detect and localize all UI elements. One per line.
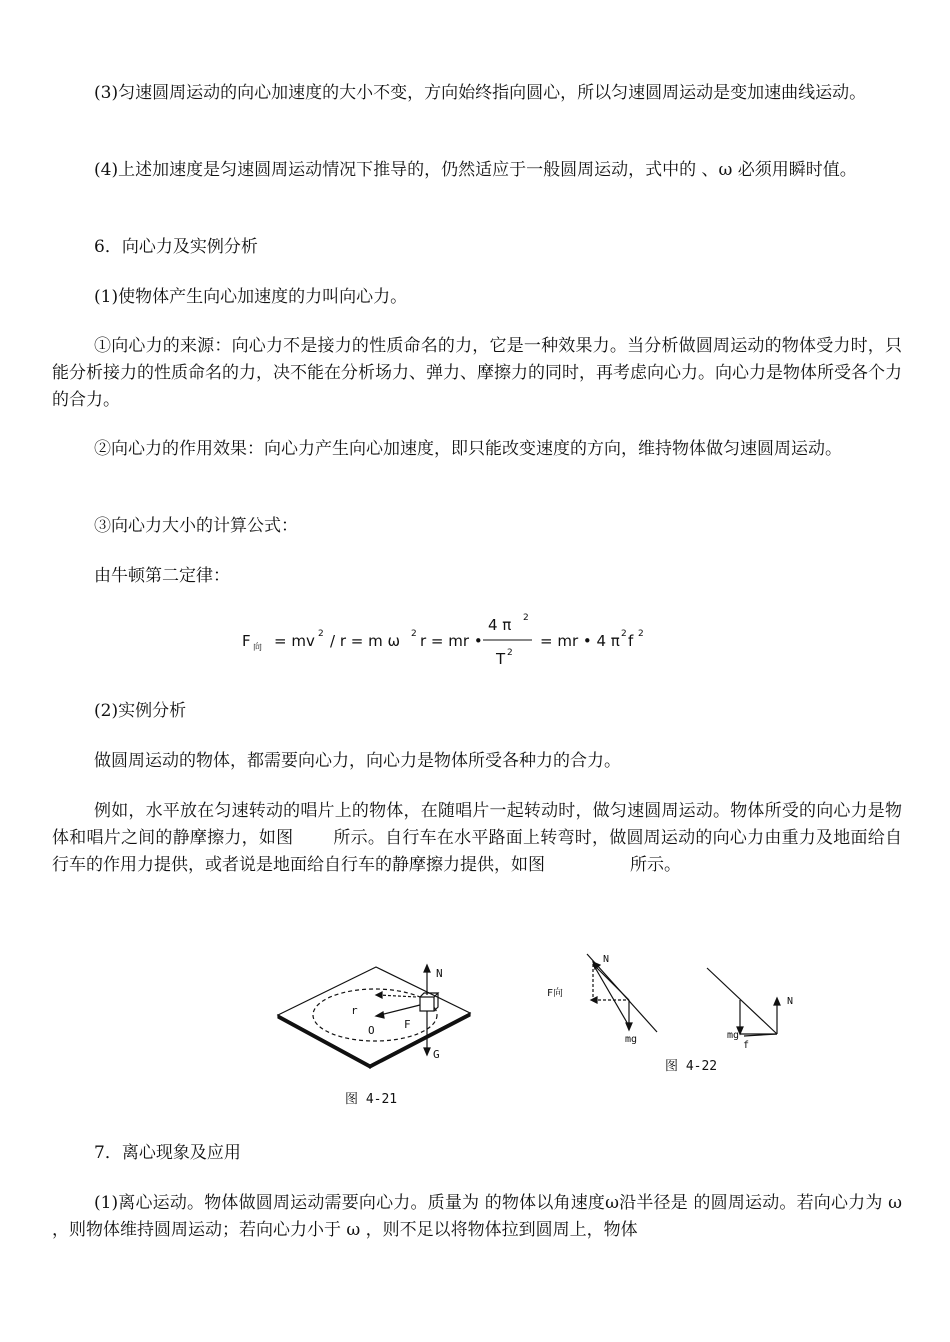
label-mg-right: mg	[727, 1030, 740, 1041]
paragraph-example-detail: 例如，水平放在匀速转动的唱片上的物体，在随唱片一起转动时，做匀速圆周运动。物体所受的向心力是物体和唱片之间的静摩擦力，如图 所示。自行车在水平路面上转弯时，做圆周运动的向心力由重力及地面给自行车的作用力提供，或者说是地面给自行车的静摩擦力提供，如图 所示。	[52, 801, 902, 875]
friction-arrow	[380, 1005, 420, 1015]
record-disc-edge-right	[370, 1013, 470, 1068]
record-disc-plane	[278, 967, 470, 1065]
radius-line	[378, 995, 417, 997]
formula-part1: = mv	[274, 632, 315, 650]
formula-part4: = mr • 4 π	[540, 632, 620, 650]
formula-part3: r = mr •	[420, 632, 483, 650]
label-F-xiang: F向	[547, 988, 564, 999]
circular-path	[313, 989, 437, 1041]
figure-caption-4-21: 图 4-21	[345, 1092, 398, 1107]
figure-caption-4-22: 图 4-22	[665, 1059, 718, 1074]
figure-4-22	[545, 950, 810, 1075]
paragraph-example-heading: (2)实例分析	[94, 701, 187, 721]
formula-num: 4 π	[488, 616, 512, 634]
label-N-left: N	[603, 954, 610, 965]
formula-part5: f	[628, 632, 634, 650]
formula-F: F	[242, 632, 251, 650]
paragraph-force-effect: ②向心力的作用效果：向心力产生向心加速度，即只能改变速度的方向，维持物体做匀速圆周运动。	[94, 439, 842, 459]
paragraph-accel-direction: (3)匀速圆周运动的向心加速度的大小不变，方向始终指向圆心，所以匀速圆周运动是变加速曲线运动。	[94, 83, 867, 103]
paragraph-general-circular: (4)上述加速度是匀速圆周运动情况下推导的，仍然适应于一般圆周运动，式中的 、ω 必须用瞬时值。	[94, 160, 857, 180]
formula-sq-5: 2	[621, 629, 627, 639]
bike-line-right	[707, 968, 777, 1034]
figure-4-21	[270, 955, 480, 1110]
formula-sub: 向	[253, 643, 263, 653]
object-block	[420, 997, 434, 1011]
paragraph-example-general: 做圆周运动的物体，都需要向心力，向心力是物体所受各种力的合力。	[94, 751, 621, 771]
section-heading-7: 7．离心现象及应用	[94, 1143, 241, 1163]
section-heading-6: 6．向心力及实例分析	[94, 237, 258, 257]
formula-sq-4: 2	[507, 648, 513, 658]
label-F: F	[404, 1018, 411, 1031]
label-N: N	[436, 967, 443, 980]
record-disc-edge	[278, 1015, 370, 1068]
paragraph-newton-law: 由牛顿第二定律：	[94, 566, 230, 586]
formula-part2: / r = m ω	[330, 632, 401, 650]
formula-sq-6: 2	[638, 629, 644, 639]
paragraph-centripetal-def: (1)使物体产生向心加速度的力叫向心力。	[94, 287, 408, 307]
paragraph-formula-intro: ③向心力大小的计算公式：	[94, 516, 298, 536]
label-N-right: N	[787, 996, 794, 1007]
paragraph-force-source: ①向心力的来源：向心力不是接力的性质命名的力，它是一种效果力。当分析做圆周运动的物体受力时，只能分析接力的性质命名的力，决不能在分析场力、弹力、摩擦力的同时，再考虑向心力。向心力是物体所受各个力的合力。	[52, 336, 902, 410]
paragraph-centrifugal: (1)离心运动。物体做圆周运动需要向心力。质量为 的物体以角速度ω沿半径是 的圆周运动。若向心力为 ω ，则物体维持圆周运动；若向心力小于 ω ，则不足以将物体拉到圆周上，物体	[52, 1193, 902, 1240]
formula-sq-1: 2	[318, 629, 324, 639]
label-G: G	[433, 1048, 440, 1061]
formula-sq-2: 2	[411, 629, 417, 639]
formula-sq-3: 2	[523, 613, 529, 623]
label-mg-left: mg	[625, 1034, 638, 1045]
label-O: O	[368, 1024, 375, 1037]
label-r: r	[351, 1004, 358, 1017]
formula-den: T	[496, 650, 506, 668]
centripetal-force-formula	[240, 612, 700, 672]
label-f-right: f	[743, 1040, 750, 1051]
